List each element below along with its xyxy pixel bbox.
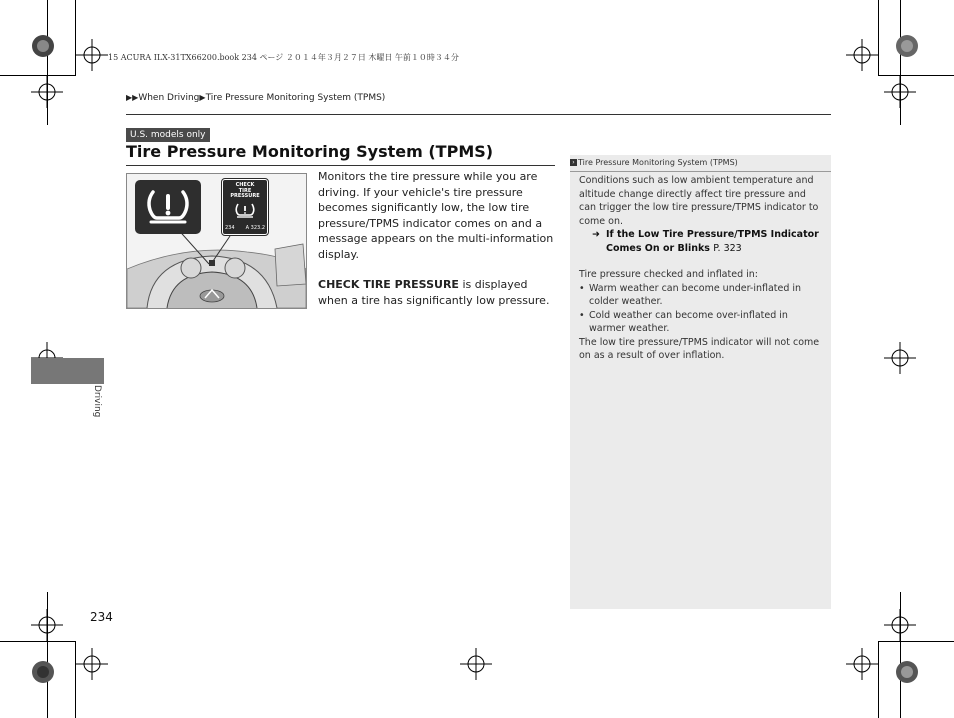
page-title: Tire Pressure Monitoring System (TPMS) [126,142,494,161]
header-rule [126,114,831,115]
message-text: CHECK TIRE PRESSURE [318,278,459,291]
cross-reference-icon: ➜ [592,229,600,240]
breadcrumb-arrow-icon: ▶ [199,93,206,102]
registration-target-icon [884,342,916,374]
cross-reference-link[interactable] [579,228,825,255]
multi-info-display-inset [222,179,268,235]
section-tab [31,358,104,384]
list-item: • Cold weather can become over-inflated in warmer weather. [579,309,825,336]
display-line-2: TIRE [238,187,252,194]
breadcrumb-arrow-icon: ▶▶ [126,93,139,102]
body-text [318,169,556,323]
model-tag: U.S. models only [126,128,210,142]
note-marker-icon: › [570,159,577,166]
note-box [570,155,831,609]
note-body [579,174,825,363]
registration-target-icon [76,39,108,71]
note-header [570,155,831,172]
cross-reference-page[interactable]: P. 323 [713,242,742,254]
page-number: 234 [90,610,113,624]
list-item: • Warm weather can become under-inflated in colder weather. [579,282,825,309]
dashboard-figure [126,173,307,309]
registration-target-icon [884,76,916,108]
registration-target-icon [31,76,63,108]
display-line-1: CHECK [235,182,255,188]
tpms-indicator-inset [135,180,201,234]
note-header-text: Tire Pressure Monitoring System (TPMS) [578,158,738,167]
registration-target-icon [76,648,108,680]
section-label: Driving [92,385,102,418]
breadcrumb-level1[interactable]: When Driving [138,93,200,103]
breadcrumb-level2[interactable]: Tire Pressure Monitoring System (TPMS) [205,93,386,103]
title-rule [126,165,555,166]
note-paragraph-3: The low tire pressure/TPMS indicator will not come on as a result of over inflation. [579,336,820,361]
registration-target-icon [31,609,63,641]
odometer-right: A 323.2 [245,225,265,231]
odometer-left: 234 [225,225,235,231]
tpms-small-icon [234,201,256,219]
note-paragraph-2: Tire pressure checked and inflated in: [579,269,758,280]
print-header: 15 ACURA ILX-31TX66200.book 234 ページ ２０１４年３月２７日 木曜日 午前１０時３４分 [108,53,459,62]
body-paragraph-1: Monitors the tire pressure while you are driving. If your vehicle's tire pressure becomes significantly low, the low tire pressure/TPMS indicator comes on and a message appears on the multi-information display. [318,170,554,261]
tpms-warning-icon [135,180,201,234]
body-paragraph-2-rest: is displayed when a tire has significantly low pressure. [318,278,550,307]
display-line-3: PRESSURE [230,193,260,199]
registration-target-icon [846,39,878,71]
breadcrumb [126,93,385,103]
registration-target-icon [846,648,878,680]
body-paragraph-2 [318,277,556,308]
registration-target-icon [460,648,492,680]
note-bullet-list [579,282,825,336]
note-paragraph-1: Conditions such as low ambient temperature and altitude change directly affect tire pressure and can trigger the low tire pressure/TPMS indicator to come on. [579,175,819,227]
cross-reference-text[interactable]: If the Low Tire Pressure/TPMS Indicator Comes On or Blinks [606,229,819,254]
registration-target-icon [884,609,916,641]
